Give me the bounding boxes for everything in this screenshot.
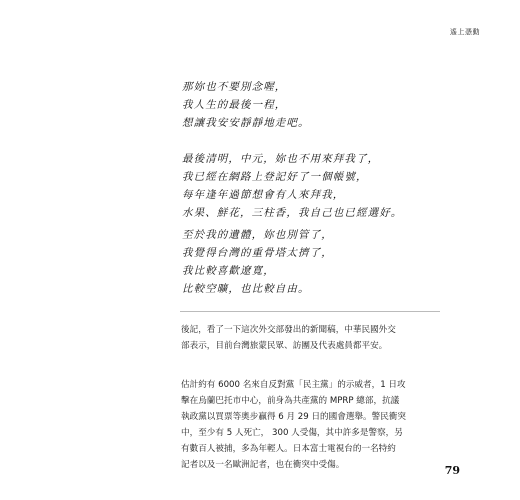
prose-line: 記者以及一名歐洲記者，也在衝突中受傷。 xyxy=(181,460,345,470)
letter-stanza-3 xyxy=(182,226,333,298)
letter-line: 我人生的最後一程， xyxy=(182,99,287,111)
letter-line: 想讓我安安靜靜地走吧。 xyxy=(182,117,310,129)
prose-line: 部表示，目前台灣旅蒙民眾、訪團及代表處員都平安。 xyxy=(181,341,388,351)
prose-line: 執政黨以買票等奧步贏得 6 月 29 日的國會選舉。警民衝突 xyxy=(181,412,406,422)
letter-line: 至於我的遺體，妳也別管了， xyxy=(182,229,333,241)
prose-line: 有數百人被捕，多為年輕人。日本富士電視台的一名特約 xyxy=(181,444,396,454)
letter-line: 比較空曠，也比較自由。 xyxy=(182,283,310,295)
prose-line: 後記，看了一下這次外交部發出的新聞稿，中華民國外交 xyxy=(181,325,396,335)
running-header: 遙上憑動 xyxy=(450,28,480,36)
letter-line: 最後清明，中元，妳也不用來拜我了， xyxy=(182,153,380,165)
letter-line: 每年逢年過節想會有人來拜我， xyxy=(182,189,345,201)
letter-line: 我覺得台灣的重骨塔太擠了， xyxy=(182,247,333,259)
postscript-paragraph-1 xyxy=(181,322,446,354)
letter-line: 那妳也不要別念喔， xyxy=(182,81,287,93)
prose-line: 擊在烏蘭巴托市中心，前身為共產黨的 MPRP 總部，抗議 xyxy=(181,396,400,406)
letter-line: 我已經在網路上登記好了一個帳號， xyxy=(182,171,368,183)
letter-stanza-1 xyxy=(182,78,310,132)
letter-line: 我比較喜歡遼寬， xyxy=(182,265,275,277)
prose-line: 中，至少有 5 人死亡， 300 人受傷，其中許多是警察，另 xyxy=(181,428,403,438)
letter-line: 水果、鮮花，三柱香，我自己也已經選好。 xyxy=(182,207,403,219)
section-divider xyxy=(180,311,440,312)
page-number: 79 xyxy=(444,464,460,477)
letter-stanza-2 xyxy=(182,150,402,222)
postscript-paragraph-2 xyxy=(181,377,446,473)
prose-line: 估計約有 6000 名來自反對黨「民主黨」的示威者，1 日攻 xyxy=(181,380,406,390)
